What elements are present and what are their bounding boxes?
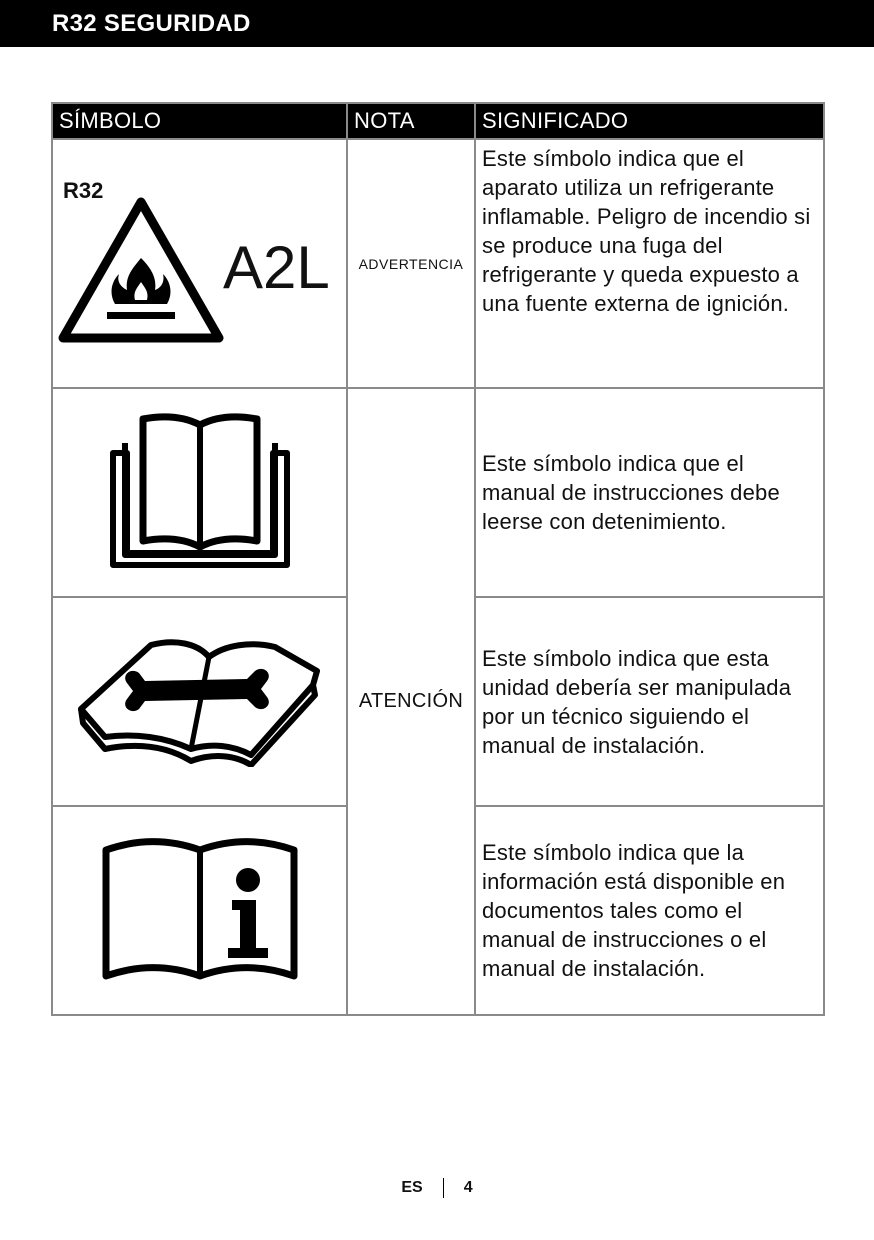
page-number: 4 [463, 1179, 473, 1197]
service-manual-wrench-icon [75, 637, 325, 767]
footer-divider [443, 1178, 444, 1198]
page-footer [0, 1178, 874, 1198]
safety-class-label: A2L [223, 234, 330, 301]
symbol-cell [52, 139, 347, 388]
read-manual-icon [105, 413, 295, 573]
symbol-cell [52, 388, 347, 597]
symbol-cell [52, 806, 347, 1015]
column-header-symbol: SÍMBOLO [52, 103, 347, 139]
refrigerant-label: R32 [63, 178, 104, 203]
meaning-cell: Este símbolo indica que el aparato utiliza un refrigerante inflamable. Peligro de incendio si se produce una fuga del refrigerante y queda expuesto a una fuente externa de ignición. [475, 139, 824, 388]
info-manual-icon [100, 836, 300, 986]
table-row [52, 388, 824, 597]
symbol-table [51, 102, 825, 1016]
meaning-cell: Este símbolo indica que esta unidad debería ser manipulada por un técnico siguiendo el manual de instalación. [475, 597, 824, 806]
flammable-warning-triangle-icon [55, 196, 227, 346]
meaning-cell: Este símbolo indica que el manual de instrucciones debe leerse con detenimiento. [475, 388, 824, 597]
page-title: R32 SEGURIDAD [0, 0, 874, 47]
column-header-note: NOTA [347, 103, 475, 139]
symbol-cell [52, 597, 347, 806]
column-header-meaning: SIGNIFICADO [475, 103, 824, 139]
table-header-row [52, 103, 824, 139]
table-row [52, 139, 824, 388]
language-code: ES [401, 1179, 423, 1197]
meaning-cell: Este símbolo indica que la información está disponible en documentos tales como el manual de instrucciones o el manual de instalación. [475, 806, 824, 1015]
note-cell: ADVERTENCIA [347, 139, 475, 388]
note-cell: ATENCIÓN [347, 388, 475, 1015]
